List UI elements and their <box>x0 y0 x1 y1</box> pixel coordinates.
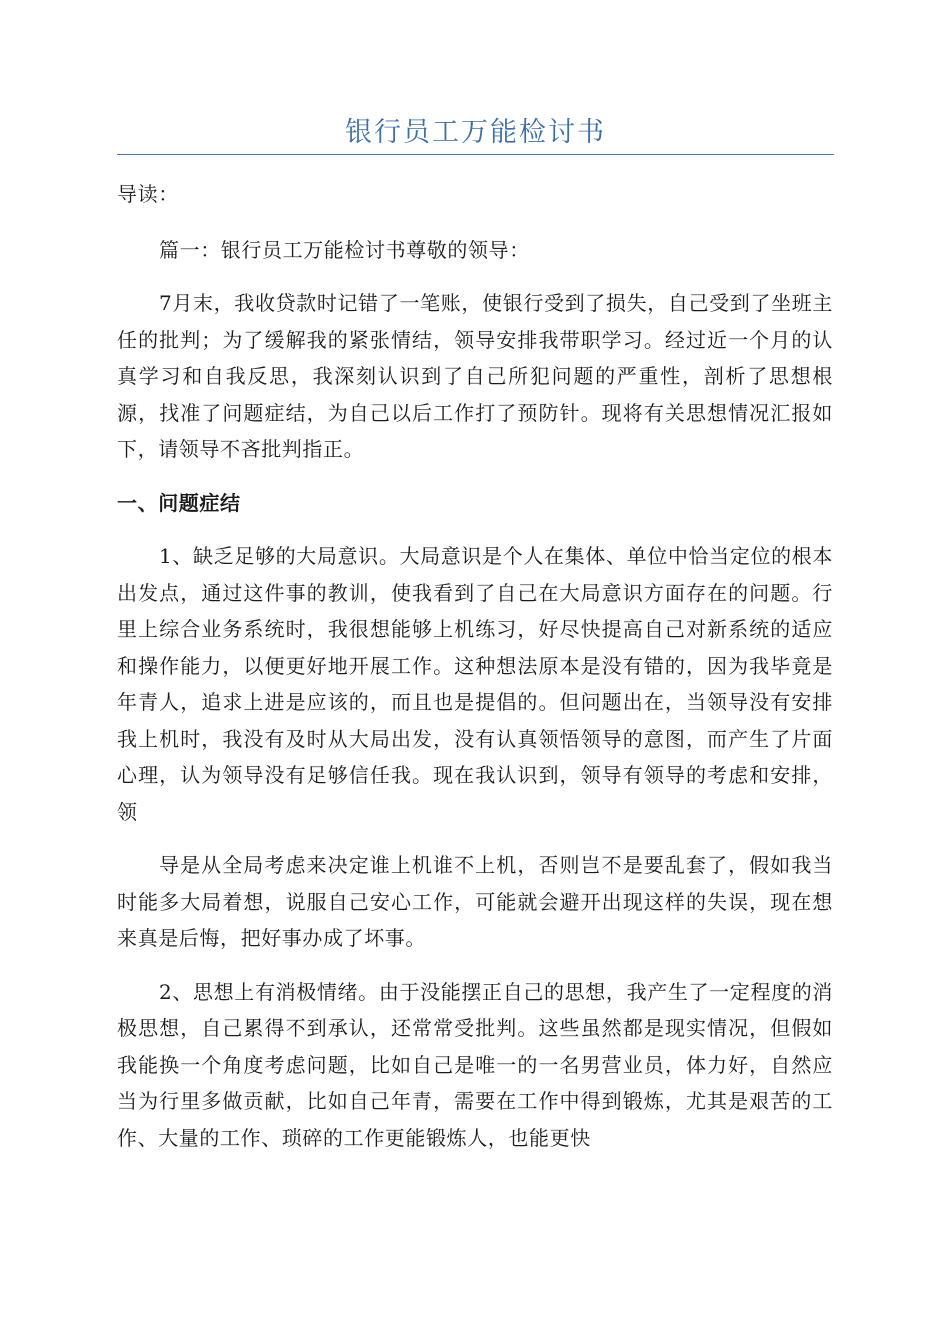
intro-line: 篇一：银行员工万能检讨书尊敬的领导： <box>159 237 530 262</box>
item-2-paragraph: 2、思想上有消极情绪。由于没能摆正自己的思想，我产生了一定程度的消极思想，自己累得不到承认，还常常受批判。这些虽然都是现实情况，但假如我能换一个角度考虑问题，比如自己是唯一的一名男营业员，体力好，自然应当为行里多做贡献，比如自己年青，需要在工作中得到锻炼，尤其是艰苦的工作、大量的工作、琐碎的工作更能锻炼人，也能更快 <box>117 979 833 1150</box>
item-1-paragraph: 1、缺乏足够的大局意识。大局意识是个人在集体、单位中恰当定位的根本出发点，通过这件事的教训，使我看到了自己在大局意识方面存在的问题。行里上综合业务系统时，我很想能够上机练习，好尽快提高自己对新系统的适应和操作能力，以便更好地开展工作。这种想法原本是没有错的，因为我毕竟是年青人，追求上进是应该的，而且也是提倡的。但问题出在，当领导没有安排我上机时，我没有及时从大局出发，没有认真领悟领导的意图，而产生了片面心理，认为领导没有足够信任我。现在我认识到，领导有领导的考虑和安排，领 <box>117 544 833 824</box>
document-title: 银行员工万能检讨书 <box>345 117 606 148</box>
paragraph-1: 7月末，我收贷款时记错了一笔账，使银行受到了损失，自己受到了坐班主任的批判；为了缓解我的紧张情结，领导安排我带职学习。经过近一个月的认真学习和自我反思，我深刻认识到了自己所犯问题的严重性，剖析了思想根源，找准了问题症结，为自己以后工作打了预防针。现将有关思想情况汇报如下，请领导不吝批判指正。 <box>117 291 833 461</box>
document-body <box>117 176 833 1156</box>
section-heading: 一、问题症结 <box>117 490 241 515</box>
title-underline <box>117 154 834 155</box>
item-1-continuation: 导是从全局考虑来决定谁上机谁不上机，否则岂不是要乱套了，假如我当时能多大局着想，说服自己安心工作，可能就会避开出现这样的失误，现在想来真是后悔，把好事办成了坏事。 <box>117 853 833 950</box>
lead-label: 导读： <box>117 182 179 206</box>
